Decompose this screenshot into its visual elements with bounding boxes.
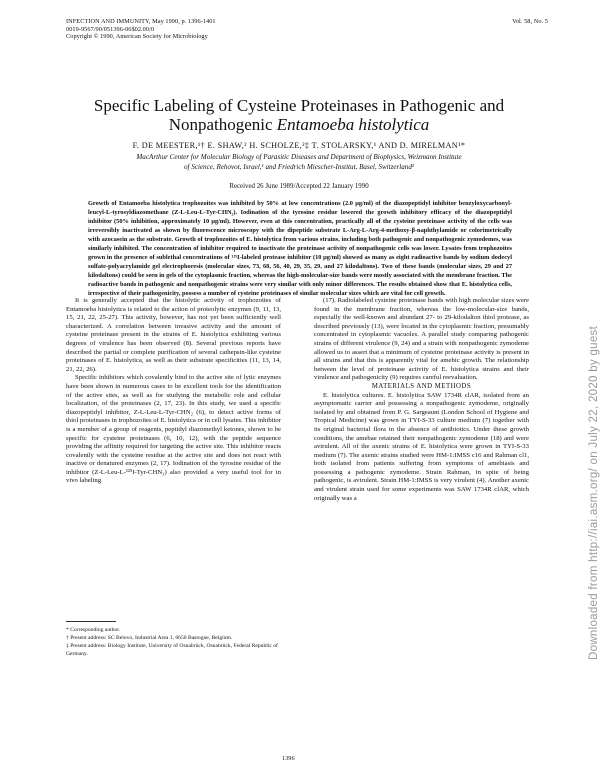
title-line-2-plain: Nonpathogenic (168, 115, 277, 134)
body-column-right (314, 297, 529, 503)
paragraph: It is generally accepted that the histolytic activity of trophozoites of Entamoeba histolytica is related to the action of proteolytic enzymes (9, 11, 13, 15, 21, 22, 25-27). This activity, however, has not yet been sufficiently well characterized. A correlation between invasive activity and the amount of cysteine proteinase present in the strains of E. histolytica exhibiting various degrees of virulence has been observed (8). Several previous reports have described the partial or complete purification of several cathepsin-like cysteine proteinases of E. histolytica, as well as their substrate specificities (11, 13, 14, 21, 22, 26). (66, 297, 281, 373)
download-watermark: Downloaded from http://iai.asm.org/ on July 22, 2020 by guest (588, 325, 600, 660)
section-heading: MATERIALS AND METHODS (371, 382, 472, 390)
article-title (66, 96, 532, 134)
affiliation-line-2: of Science, Rehovot, Israel,¹ and Friedrich Miescher-Institut, Basel, Switzerland² (183, 162, 415, 171)
paragraph: Specific inhibitors which covalently bind to the active site of lytic enzymes have been shown in numerous cases to be excellent tools for the identification of the active sites, as well as for studying the metabolic role and cellular localization, of the proteinases (2, 17, 23). In this study, we used a specific diazopeptidyl inhibitor, Z-L-Leu-L-Tyr-CHN₂ (6), to detect active forms of thiol proteinases in trophozoites of E. histolytica or in cell lysates. This inhibitor is a member of a group of reagents, peptidyl diazomethyl ketones, shown to be specific for cysteine proteinases (6, 10, 12), with the peptide sequence providing the affinity required for targeting the active site. This inhibitor reacts covalently with the cysteine residue at the active site and does not react with inactive or denatured enzymes (2, 17). Iodination of the tyrosine residue of the inhibitor (Z-L-Leu-L-¹²⁵I-Tyr-CHN₂) also provided a very useful tool for in vivo labeling (66, 374, 281, 485)
volume-number: Vol. 58, No. 5 (512, 18, 548, 25)
affiliation-line-1: MacArthur Center for Molecular Biology of Parasitic Diseases and Department of Biophysics, Weizmann Institute (136, 153, 462, 161)
title-line-2 (66, 115, 532, 134)
paragraph: (17). Radiolabeled cysteine proteinase bands with high molecular sizes were found in the membrane fraction, whereas the low-molecular-size bands, especially the well-known and abundant 27- to 29-kilodalton thiol protease, as described previously (13), were located in the cytoplasmic fraction, presumably concentrated in cytoplasmic vacuoles. A parallel study comparing pathogenic strains of different virulence (9, 24) and a strain with nonpathogenic zymodeme allowed us to assert that a minimum of cysteine proteinase activity is present in all strains and that this is apparently vital for amebic growth. The relationship between the level of proteinase activity of E. histolytica strains and their virulence and pathogenicity (9) requires careful reevaluation. (314, 297, 529, 382)
paragraph: E. histolytica cultures. E. histolytica SAW 1734R clAR, isolated from an asymptomatic carrier and possessing a nonpathogenic zymodeme, originally isolated by and obtained from P. G. Sargeaunt (London School of Hygiene and Tropical Medicine) was grown in TYI-S-33 culture medium (7) together with its original bacterial flora in the absence of antibiotics. Under these growth conditions, the amebae retained their nonpathogenic zymodeme (18) and were avirulent. All of the axenic strains of E. histolytica were grown in TYI-S-33 medium (7). The axenic strains studied were HM-1:IMSS c16 and Rahman cl1, both isolated from patients suffering from symptoms of amebiasis and possessing a pathogenic zymodeme. Strain Rahman, in spite of being pathogenic, is avirulent. Strain HM-1:IMSS is very virulent (4). Another axenic and virulent strain used for some experiments was SAW 1734R clAR, which originally was a (314, 391, 529, 502)
footnote-rule (66, 621, 116, 622)
author-list: F. DE MEESTER,¹† E. SHAW,² H. SCHOLZE,²‡ T. STOLARSKY,¹ AND D. MIRELMAN¹* (132, 141, 466, 150)
journal-line: INFECTION AND IMMUNITY, May 1990, p. 1396-1401 (66, 18, 216, 25)
received-date: Received 26 June 1989/Accepted 22 January 1990 (229, 183, 369, 190)
footnotes (66, 627, 281, 659)
footnote-present-address-1: † Present address: SC Belovo, Industrial Area 1, 6650 Bastogne, Belgium. (66, 635, 233, 642)
title-line-1: Specific Labeling of Cysteine Proteinases in Pathogenic and (93, 96, 505, 115)
footnote-corresponding: * Corresponding author. (66, 627, 121, 633)
body-column-left (66, 297, 281, 486)
journal-header (66, 18, 366, 41)
copyright-line: Copyright © 1990, American Society for Microbiology (66, 33, 208, 41)
title-line-2-italic: Entamoeba histolytica (276, 115, 430, 134)
issn-line: 0019-9567/90/051396-06$02.00/0 (66, 25, 155, 33)
abstract: Growth of Entamoeba histolytica trophozoites was inhibited by 50% at low concentrations (2.0 μg/ml) of the diazopeptidyl inhibitor benzyloxycarbonyl-leucyl-L-tyrosyldiazomethane (Z-L-Leu-L-Tyr-CHN₂). Iodination of the tyrosine residue lowered the growth inhibitory efficacy of the diazopeptidyl inhibitor (50% inhibition, approximately 10 μg/ml). However, even at this concentration, practically all of the cysteine proteinase activity of the cells was irreversibly inactivated as shown by fluorescence microscopy with the dipeptide substrate L-Arg-L-Arg-4-methoxy-β-naphthylamide or colorimetrically with azocasein as the substrate. Growth of trophozoites of E. histolytica from various strains, including both pathogenic and nonpathogenic zymodemes, was similarly inhibited. The concentration of inhibitor required to inactivate the proteinase activity of nonpathogenic cells was lower. Lysates from trophozoites grown in the presence of sublethal concentrations of ¹²⁵I-labeled protease inhibitor (10 μg/ml) showed as many as eight radioactive bands by sodium dodecyl sulfate-polyacrylamide gel electrophoresis (molecular sizes, 73, 68, 56, 40, 29, 35, 29, and 27 kilodaltons). Two of these bands (molecular sizes, 29 and 27 kilodaltons) could be seen in gels of the cytoplasmic fraction, whereas the high-molecular-size bands were mostly associated with the membrane fraction. The radioactive bands in pathogenic and nonpathogenic strains were very similar with only minor differences. The results obtained show that E. histolytica cells, irrespective of their pathogenicity, possess a number of cysteine proteinases of similar molecular sizes which are vital for cell growth. (88, 200, 512, 297)
page-number: 1396 (282, 755, 295, 762)
affiliations (66, 153, 532, 172)
footnote-present-address-2: ‡ Present address: Biology Institute, University of Osnabrück, Osnabrück, Federal Republic of Germany. (66, 643, 278, 657)
